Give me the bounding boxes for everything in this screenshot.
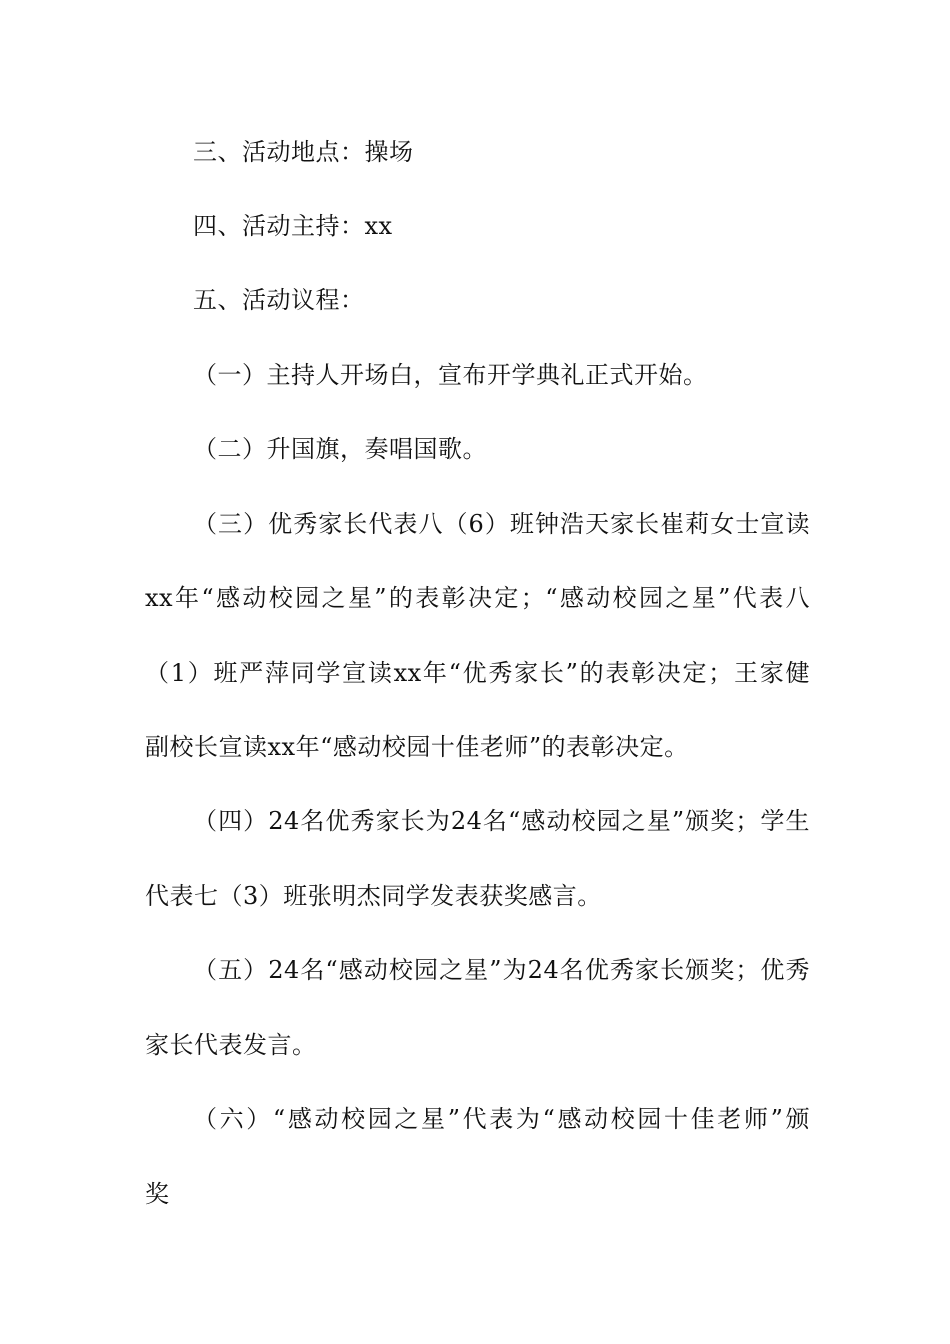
agenda-item-6-line-1: （六）“感动校园之星”代表为“感动校园十佳老师”颁: [193, 1105, 810, 1133]
agenda-item-3-line-2: xx年“感动校园之星”的表彰决定；“感动校园之星”代表八: [145, 584, 810, 612]
agenda-item-3-line-3: （1）班严萍同学宣读xx年“优秀家长”的表彰决定；王家健: [145, 659, 810, 687]
activity-agenda-heading: 五、活动议程：: [193, 286, 365, 314]
activity-host-line: 四、活动主持：xx: [193, 212, 393, 240]
agenda-item-3-line-1: （三）优秀家长代表八（6）班钟浩天家长崔莉女士宣读: [193, 510, 810, 538]
activity-location-line: 三、活动地点：操场: [193, 138, 414, 166]
agenda-item-6-line-2: 奖: [145, 1180, 170, 1208]
agenda-item-5-line-2: 家长代表发言。: [145, 1031, 317, 1059]
agenda-item-1: （一）主持人开场白，宣布开学典礼正式开始。: [193, 361, 708, 389]
agenda-item-4-line-2: 代表七（3）班张明杰同学发表获奖感言。: [145, 882, 602, 910]
agenda-item-5-line-1: （五）24名“感动校园之星”为24名优秀家长颁奖；优秀: [193, 956, 810, 984]
agenda-item-4-line-1: （四）24名优秀家长为24名“感动校园之星”颁奖；学生: [193, 807, 810, 835]
agenda-item-2: （二）升国旗，奏唱国歌。: [193, 435, 487, 463]
agenda-item-3-line-4: 副校长宣读xx年“感动校园十佳老师”的表彰决定。: [145, 733, 689, 761]
